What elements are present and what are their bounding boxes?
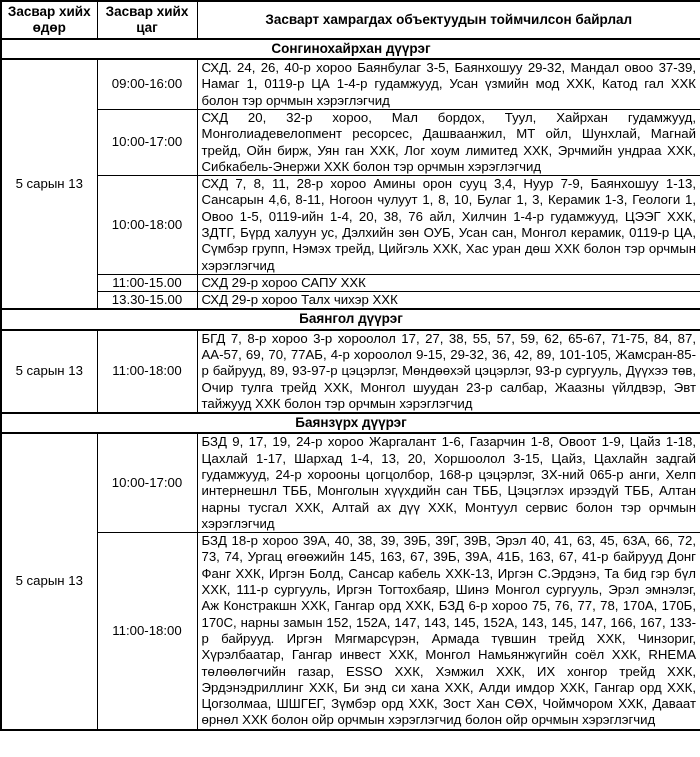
district-header-row-songinokhairkhan	[1, 39, 700, 59]
table-row	[1, 176, 700, 275]
time-cell: 11:00-18:00	[97, 330, 197, 413]
time-cell: 11:00-18:00	[97, 533, 197, 730]
time-cell: 10:00-17:00	[97, 433, 197, 532]
date-cell: 5 сарын 13	[1, 330, 97, 413]
time-cell: 11:00-15.00	[97, 274, 197, 291]
time-cell: 10:00-18:00	[97, 176, 197, 275]
table-row	[1, 330, 700, 413]
col-header-locations: Засварт хамрагдах объектуудын тоймчилсон байрлал	[197, 1, 700, 39]
table-row	[1, 109, 700, 175]
location-cell: СХД 29-р хороо САПУ ХХК	[197, 274, 700, 291]
time-cell: 09:00-16:00	[97, 59, 197, 109]
time-cell: 13.30-15.00	[97, 292, 197, 310]
district-title: Сонгинохайрхан дүүрэг	[1, 39, 700, 59]
table-row	[1, 292, 700, 310]
table-row	[1, 274, 700, 291]
date-cell: 5 сарын 13	[1, 433, 97, 729]
date-cell: 5 сарын 13	[1, 59, 97, 309]
table-row	[1, 59, 700, 109]
district-header-row-bayangol	[1, 309, 700, 329]
district-header-row-bayanzurkh	[1, 413, 700, 433]
location-cell: СХД. 24, 26, 40-р хороо Баянбулаг 3-5, Баянхошуу 29-32, Мандал овоо 37-39, Намаг 1, 0119-р ЦА 1-4-р гудамжууд, Усан үзмийн мод ХХК, Катод гал ХХК болон тэр орчмын хэрэглэгчид	[197, 59, 700, 109]
col-header-repair-day: Засвар хийх өдөр	[1, 1, 97, 39]
time-cell: 10:00-17:00	[97, 109, 197, 175]
col-header-repair-time: Засвар хийх цаг	[97, 1, 197, 39]
table-header-row	[1, 1, 700, 39]
location-cell: БЗД 9, 17, 19, 24-р хороо Жаргалант 1-6, Газарчин 1-8, Овоот 1-9, Цайз 1-18, Цахлай 1-17, Шархад 1-4, 13, 20, Хоршоолол 3-15, Цайз, Цахлайн задгай гудамжууд, 24-р хорооны цогцолбор, 168-р цэцэрлэг, ЗХ-ний 065-р анги, Хелп интернешнл ТББ, Монголын хүүхдийн сан ТББ, Цэцэглэх ирээдүй ТББ, Алтан нарны тусгал ХХК, Алтай ах дүү ХХК, Монтуул сервис болон тэр орчмын хэрэглэгчид	[197, 433, 700, 532]
location-cell: СХД 20, 32-р хороо, Мал бордох, Туул, Хайрхан гудамжууд, Монголиадевелопмент ресорсес, Дашваанжил, МТ ойл, Шунхлай, Магнай трейд, Ойн бирж, Уян ган ХХК, Лог хоум лимитед ХХК, Эрчмийн ундраа ХХК, Сибкабель-Энержи ХХК болон тэр орчмын хэрэглэгчид	[197, 109, 700, 175]
district-title: Баянзүрх дүүрэг	[1, 413, 700, 433]
table-row	[1, 533, 700, 730]
location-cell: БЗД 18-р хороо 39А, 40, 38, 39, 39Б, 39Г, 39В, Эрэл 40, 41, 63, 45, 63А, 66, 72, 73, 74, Ургац өгөөжийн 145, 163, 67, 39Б, 39А, 41Б, 163, 67, 41-р байрууд Донг Фанг ХХК, Иргэн Болд, Сансар кабель ХХК-13, Иргэн С.Эрдэнэ, Та бид гэр бүл ХХК, 111-р сургууль, Иргэн Тогтохбаяр, Шинэ Монгол сургууль, Эрэл эмнэлэг, Аж Констракшн ХХК, Гангар орд ХХК, БЗД 6-р хороо 75, 76, 77, 78, 170А, 170Б, 170С, нарны замын 152, 152А, 147, 143, 145, 152А, 143, 145, 147, 166, 167, 133-р байрууд. Иргэн Мягмарсүрэн, Армада түвшин трейд ХХК, Чинзориг, Хүрэлбаатар, Гангар инвест ХХК, Монгол Намьянжүгийн соёл ХХК, RHEMA төлөөлөгчийн газар, ESSO ХХК, Хэмжил ХХК, ИХ хонгор трейд ХХК, Эрдэнэдриллинг ХХК, Би энд си хана ХХК, Алди имдор ХХК, Гангар орд ХХК, Цогзолмаа, ШШГЕГ, Зүмбэр орд ХХК, Зост Хан СӨХ, Чоймчором ХХК, Даваат өрнөл ХХК болон ойр орчмын хэрэглэгчид болон ойр орчмын хэрэглэгчид	[197, 533, 700, 730]
location-cell: СХД 29-р хороо Талх чихэр ХХК	[197, 292, 700, 310]
location-cell: БГД 7, 8-р хороо 3-р хороолол 17, 27, 38, 55, 57, 59, 62, 65-67, 71-75, 84, 87, АА-57, 69, 70, 77АБ, 4-р хороолол 9-15, 29-32, 36, 42, 89, 101-105, Жамсран-85-р байрууд, 89, 93-97-р цэцэрлэг, Мөндөөхэй цэцэрлэг, 93-р сургууль, Дүүхээ төв, Очир тулга трейд ХХК, Монгол шуудан 23-р салбар, Жаазны үйлдвэр, Эвт тайжууд ХХК болон тэр орчмын хэрэглэгчид	[197, 330, 700, 413]
district-title: Баянгол дүүрэг	[1, 309, 700, 329]
location-cell: СХД 7, 8, 11, 28-р хороо Амины орон сууц 3,4, Нуур 7-9, Баянхошуу 1-13, Сансарын 4,6, 8-11, Ногоон чулуут 1, 8, 10, Булаг 1, 3, Керамик 1-3, Геологи 1, Овоо 1-5, 0119-ийн 1-4, 20, 38, 76 айл, Хилчин 1-4-р гудамжууд, ЦЭЭГ ХХК, ЗДТГ, Бүрд халуун ус, Дэлхийн зөн ОУБ, Усан сан, Монгол керамик, 0119-р ЦА, Сүмбэр групп, Нэмэх трейд, Цийгэль ХХК, Хас уран дөш ХХК болон тэр орчмын хэрэглэгчид	[197, 176, 700, 275]
table-row	[1, 433, 700, 532]
